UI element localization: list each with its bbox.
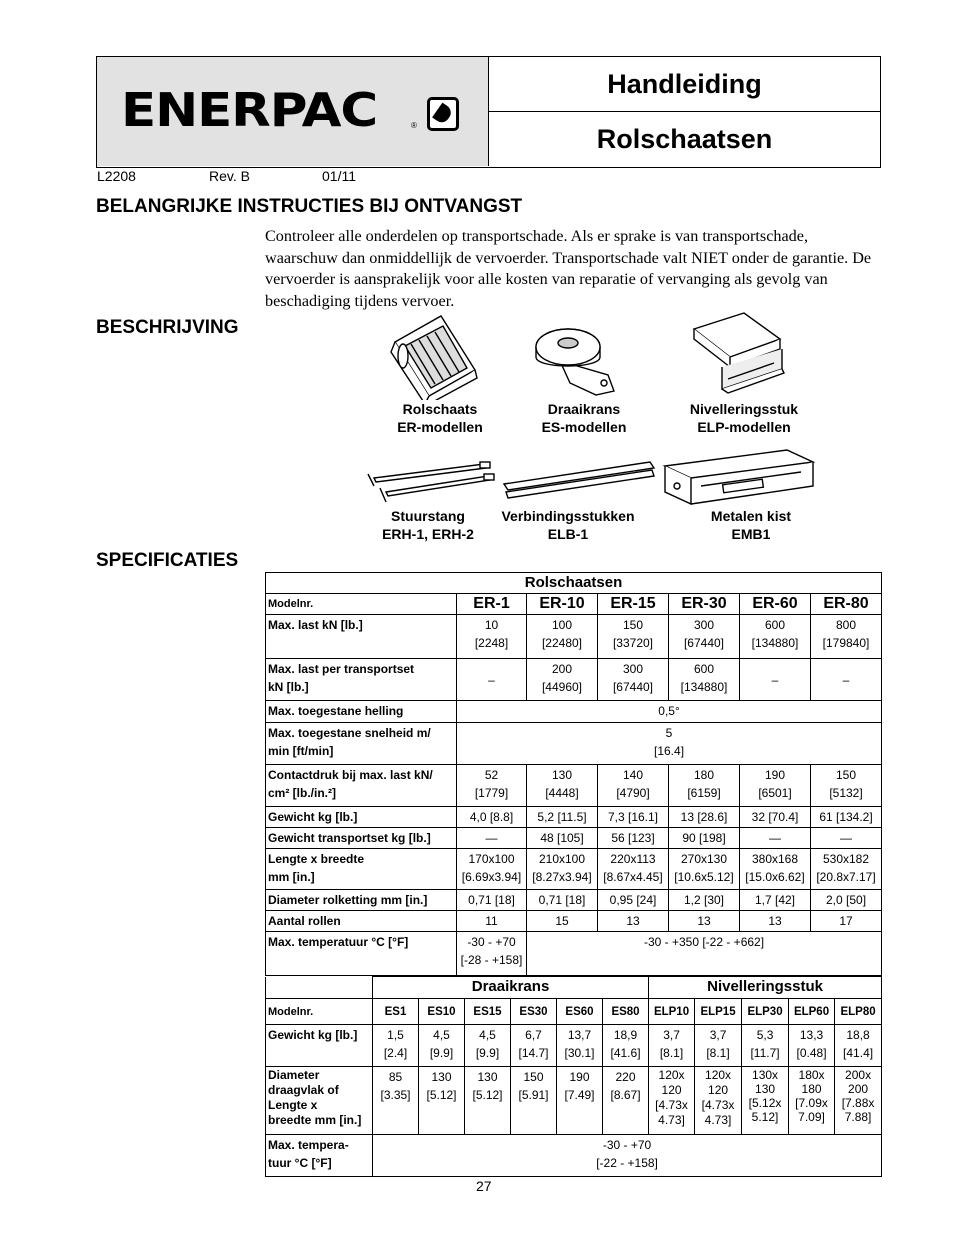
model-header: ES60 [557, 999, 603, 1025]
figure-caption: Stuurstang ERH-1, ERH-2 [382, 508, 474, 542]
model-header: ELP80 [835, 999, 882, 1025]
section-title-receipt: BELANGRIJKE INSTRUCTIES BIJ ONTVANGST [96, 196, 523, 217]
table-cell: — [811, 828, 882, 849]
model-header: ELP10 [649, 999, 695, 1025]
row-label: Max. toegestane snelheid m/ min [ft/min] [266, 723, 457, 765]
table-cell: 120x 120 [4.73x 4.73] [695, 1067, 742, 1135]
table-cell: 2,0 [50] [811, 890, 882, 911]
table-cell: 17 [811, 911, 882, 932]
table-cell: 380x168 [15.0x6.62] [740, 849, 811, 890]
table-cell: 300 [67440] [669, 615, 740, 659]
table-cell: 0,71 [18] [527, 890, 598, 911]
row-label: Modelnr. [266, 999, 373, 1025]
table-cell: 0,5° [457, 701, 882, 723]
section-title-description: BESCHRIJVING [96, 317, 239, 338]
leveling-pad-icon [688, 309, 786, 399]
table-cell: 56 [123] [598, 828, 669, 849]
table-row [266, 932, 882, 976]
table-cell: 4,5 [9.9] [419, 1025, 465, 1067]
row-label: Max. last per transportset kN [lb.] [266, 659, 457, 701]
table-cell: 190 [6501] [740, 765, 811, 807]
steering-handle-icon [364, 460, 496, 506]
table-cell: 18,9 [41.6] [603, 1025, 649, 1067]
table-cell: 130 [4448] [527, 765, 598, 807]
enerpac-logo: ENERPAC [121, 83, 378, 137]
model-header: ER-1 [457, 594, 527, 615]
table-cell: 3,7 [8.1] [695, 1025, 742, 1067]
table-row [266, 1067, 882, 1135]
table-row [266, 1135, 882, 1177]
model-header: ER-10 [527, 594, 598, 615]
row-label: Max. last kN [lb.] [266, 615, 457, 659]
row-label: Max. toegestane helling [266, 701, 457, 723]
table-cell: 61 [134.2] [811, 807, 882, 828]
table-row [266, 849, 882, 890]
roller-skate-spec-table [265, 572, 882, 976]
metal-box-icon [661, 446, 817, 508]
row-label: Gewicht kg [lb.] [266, 807, 457, 828]
table-cell: 600 [134880] [669, 659, 740, 701]
table-cell: 0,95 [24] [598, 890, 669, 911]
table-row [266, 807, 882, 828]
table-cell: 220 [8.67] [603, 1067, 649, 1135]
link-bar-icon [500, 458, 658, 502]
row-label: Diameter draagvlak of Lengte x breedte mm [in.] [266, 1067, 373, 1135]
figure-caption: Rolschaats ER-modellen [397, 401, 483, 435]
table-cell: 13 [740, 911, 811, 932]
table-cell: 130 [5.12] [419, 1067, 465, 1135]
table-row [266, 765, 882, 807]
table-cell: 170x100 [6.69x3.94] [457, 849, 527, 890]
table-cell: 13 [598, 911, 669, 932]
table-cell: 1,5 [2.4] [373, 1025, 419, 1067]
figure-caption: Verbindingsstukken ELB-1 [501, 508, 635, 542]
table-cell: 130x 130 [5.12x 5.12] [742, 1067, 789, 1135]
row-label: Modelnr. [266, 594, 457, 615]
table-cell: 190 [7.49] [557, 1067, 603, 1135]
table-cell: 5,2 [11.5] [527, 807, 598, 828]
row-label: Gewicht kg [lb.] [266, 1025, 373, 1067]
table-cell: 120x 120 [4.73x 4.73] [649, 1067, 695, 1135]
table-row [266, 701, 882, 723]
receipt-instructions: Controleer alle onderdelen op transportschade. Als er sprake is van transportschade, waarschuw dan onmiddellijk de vervoerder. Transportschade valt NIET onder de garantie. De vervoerder is aansprakelijk voor alle kosten van reparatie of vervanging als gevolg van beschadiging tijdens vervoer. [265, 227, 872, 310]
table-cell: 200x 200 [7.88x 7.88] [835, 1067, 882, 1135]
group-header: Draaikrans [373, 977, 649, 999]
table-cell: 52 [1779] [457, 765, 527, 807]
table-cell: 13,7 [30.1] [557, 1025, 603, 1067]
table-cell: 530x182 [20.8x7.17] [811, 849, 882, 890]
row-label: Aantal rollen [266, 911, 457, 932]
table-cell: 100 [22480] [527, 615, 598, 659]
table-cell: 800 [179840] [811, 615, 882, 659]
header-box [96, 56, 881, 168]
model-header: ES30 [511, 999, 557, 1025]
row-label: Max. tempera- tuur °C [°F] [266, 1135, 373, 1177]
model-header: ES1 [373, 999, 419, 1025]
table-row [266, 659, 882, 701]
table-cell: 220x113 [8.67x4.45] [598, 849, 669, 890]
model-header: ELP30 [742, 999, 789, 1025]
page-number: 27 [476, 1178, 492, 1194]
doc-date: 01/11 [322, 168, 356, 184]
table-cell: 48 [105] [527, 828, 598, 849]
table-cell: -30 - +70 [-22 - +158] [373, 1135, 882, 1177]
table-cell: 4,0 [8.8] [457, 807, 527, 828]
table-cell: 4,5 [9.9] [465, 1025, 511, 1067]
table-cell: 85 [3.35] [373, 1067, 419, 1135]
table-cell: – [811, 659, 882, 701]
logo-panel [97, 57, 489, 166]
table-cell: 5 [16.4] [457, 723, 882, 765]
document-title: Handleiding [489, 57, 880, 112]
table-cell: 13 [28.6] [669, 807, 740, 828]
table-cell: 140 [4790] [598, 765, 669, 807]
roller-skate-icon [383, 312, 493, 400]
model-header: ES80 [603, 999, 649, 1025]
table-cell: 300 [67440] [598, 659, 669, 701]
table-cell: — [457, 828, 527, 849]
table-cell: 180x 180 [7.09x 7.09] [789, 1067, 835, 1135]
section-title-specifications: SPECIFICATIES [96, 550, 239, 571]
figure-caption: Nivelleringsstuk ELP-modellen [689, 401, 799, 435]
table-cell: 7,3 [16.1] [598, 807, 669, 828]
table-cell: 150 [5132] [811, 765, 882, 807]
model-header: ER-15 [598, 594, 669, 615]
model-header: ES15 [465, 999, 511, 1025]
figure-caption: Draaikrans ES-modellen [541, 401, 627, 435]
table-row [266, 890, 882, 911]
table-cell: -30 - +70 [-28 - +158] [457, 932, 527, 976]
row-label: Diameter rolketting mm [in.] [266, 890, 457, 911]
group-header: Nivelleringsstuk [649, 977, 882, 999]
model-header: ER-80 [811, 594, 882, 615]
row-label: Gewicht transportset kg [lb.] [266, 828, 457, 849]
group-header: Rolschaatsen [266, 573, 882, 594]
table-cell: 600 [134880] [740, 615, 811, 659]
model-header: ER-30 [669, 594, 740, 615]
table-cell: 0,71 [18] [457, 890, 527, 911]
table-cell: 200 [44960] [527, 659, 598, 701]
table-row [266, 828, 882, 849]
table-row [266, 1025, 882, 1067]
empty-cell [266, 977, 373, 999]
table-row [266, 615, 882, 659]
table-cell: 1,2 [30] [669, 890, 740, 911]
figure-caption: Metalen kist EMB1 [710, 508, 792, 542]
table-cell: 32 [70.4] [740, 807, 811, 828]
row-label: Lengte x breedte mm [in.] [266, 849, 457, 890]
model-header: ELP60 [789, 999, 835, 1025]
document-subtitle: Rolschaatsen [596, 123, 773, 154]
registered-mark: ® [411, 121, 417, 130]
doc-code: L2208 [97, 168, 136, 184]
model-header: ER-60 [740, 594, 811, 615]
table-cell: 18,8 [41.4] [835, 1025, 882, 1067]
table-cell: 11 [457, 911, 527, 932]
turntable-leveling-spec-table [265, 976, 882, 1177]
table-cell: 130 [5.12] [465, 1067, 511, 1135]
table-cell: 6,7 [14.7] [511, 1025, 557, 1067]
table-cell: 150 [5.91] [511, 1067, 557, 1135]
table-cell: — [740, 828, 811, 849]
table-cell: 150 [33720] [598, 615, 669, 659]
table-cell: 180 [6159] [669, 765, 740, 807]
table-cell: – [740, 659, 811, 701]
table-cell: 10 [2248] [457, 615, 527, 659]
enerpac-emblem-icon [427, 97, 459, 131]
table-cell: 270x130 [10.6x5.12] [669, 849, 740, 890]
table-cell: 5,3 [11.7] [742, 1025, 789, 1067]
model-header: ELP15 [695, 999, 742, 1025]
table-cell: 13 [669, 911, 740, 932]
table-cell: 3,7 [8.1] [649, 1025, 695, 1067]
table-cell: -30 - +350 [-22 - +662] [527, 932, 882, 976]
table-cell: 90 [198] [669, 828, 740, 849]
doc-revision: Rev. B [209, 168, 250, 184]
table-cell: 210x100 [8.27x3.94] [527, 849, 598, 890]
row-label: Contactdruk bij max. last kN/ cm² [lb./in.²] [266, 765, 457, 807]
row-label: Max. temperatuur °C [°F] [266, 932, 457, 976]
table-row [266, 911, 882, 932]
table-cell: 13,3 [0.48] [789, 1025, 835, 1067]
table-cell: 1,7 [42] [740, 890, 811, 911]
turntable-icon [530, 313, 620, 401]
model-header: ES10 [419, 999, 465, 1025]
table-cell: – [457, 659, 527, 701]
table-row [266, 723, 882, 765]
table-cell: 15 [527, 911, 598, 932]
